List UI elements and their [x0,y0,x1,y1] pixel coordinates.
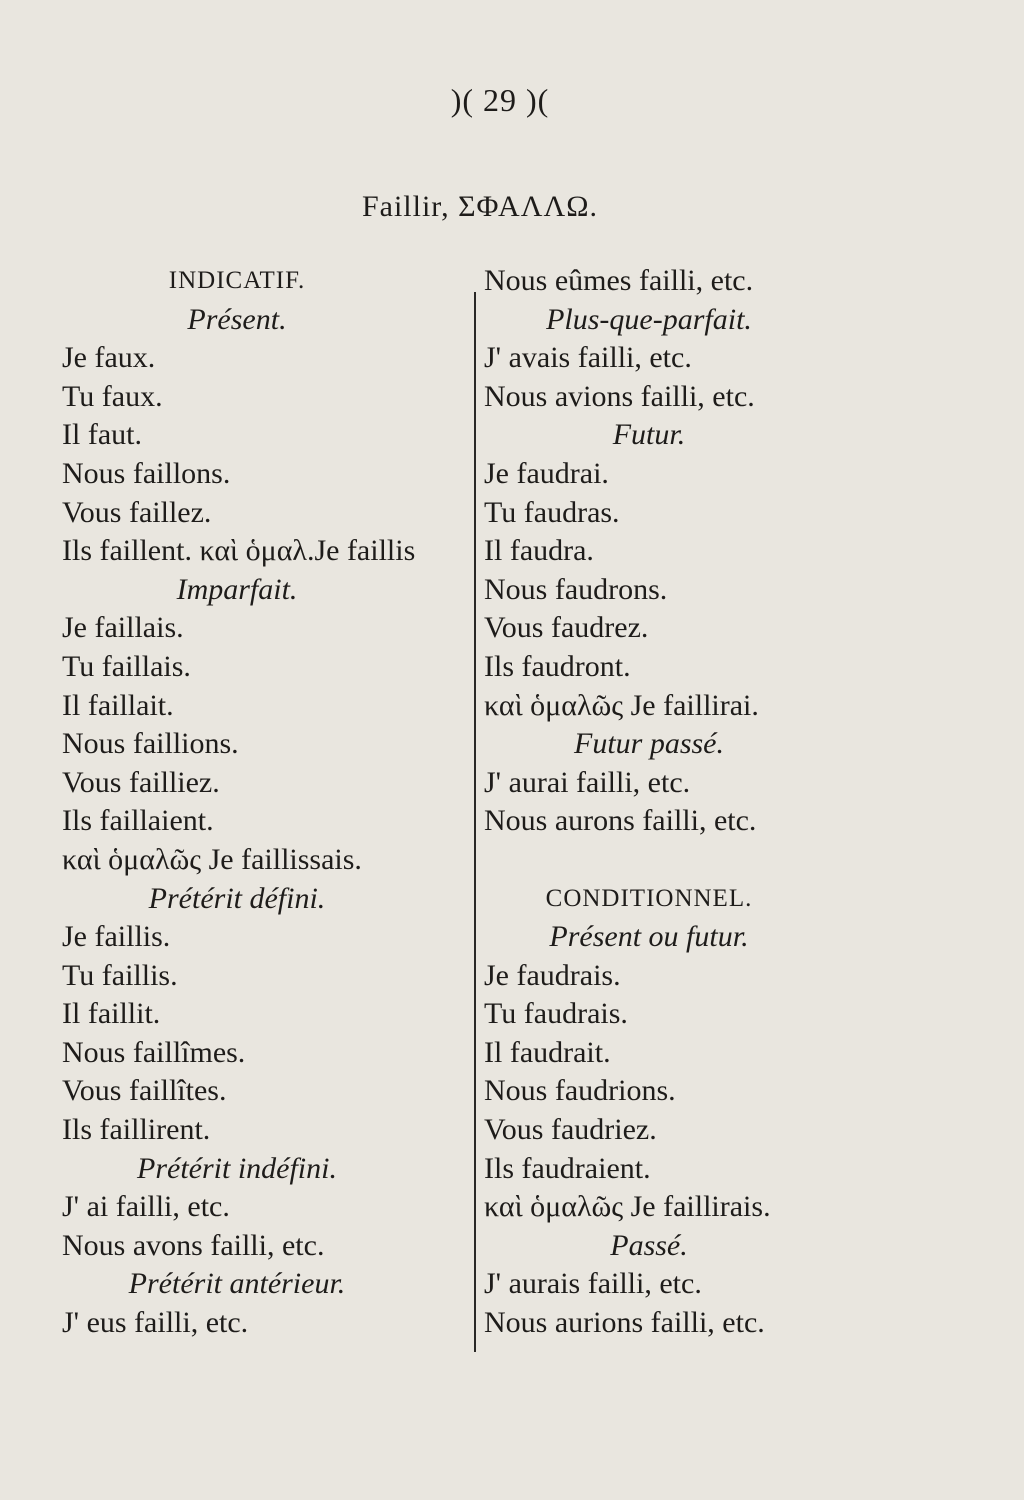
right-conjugation-line: Tu faudrais. [484,997,628,1031]
page-title: Faillir, ΣΦΑΛΛΩ. [361,190,599,223]
right-conjugation-line: Nous faudrons. [484,572,668,606]
left-conjugation-line: Je faux. [62,341,156,375]
right-conjugation-line: Ils faudraient. [484,1151,651,1185]
left-conjugation-line: J' ai failli, etc. [62,1190,230,1224]
right-conjugation-line: καὶ ὁμαλῶς Je faillirai. [484,688,759,722]
right-conjugation-line: καὶ ὁμαλῶς Je faillirais. [484,1190,771,1224]
left-conjugation-line: Ils faillaient. [62,804,214,838]
left-conjugation-line: Nous faillons. [62,456,231,490]
right-conjugation-line: Vous faudrez. [484,611,649,645]
right-conjugation-line: Nous aurions failli, etc. [484,1306,765,1340]
right-conjugation-line: Je faudrais. [484,958,621,992]
left-tense-heading: Prétérit indéfini. [137,1151,337,1185]
right-conjugation-line: J' aurais failli, etc. [484,1267,702,1301]
left-tense-heading: Prétérit défini. [148,881,326,915]
left-conjugation-line: Tu faillais. [62,649,191,683]
right-conjugation-line: Je faudrai. [484,456,609,490]
left-conjugation-line: Ils faillirent. [62,1113,211,1147]
right-tense-heading: Présent ou futur. [549,920,749,954]
right-conjugation-line: Vous faudriez. [484,1113,657,1147]
left-conjugation-line: Vous faillîtes. [62,1074,227,1108]
left-conjugation-line: Il faut. [62,418,142,452]
left-conjugation-line: Nous avons failli, etc. [62,1228,325,1262]
left-conjugation-line: Vous faillez. [62,495,212,529]
left-conjugation-line: Ils faillent. καὶ ὁμαλ.Je faillis [62,534,416,568]
right-conjugation-line: Il faudrait. [484,1035,611,1069]
left-conjugation-line: Nous faillîmes. [62,1035,246,1069]
left-mood-heading: INDICATIF. [168,267,306,294]
column-divider [474,292,476,1352]
left-conjugation-line: Tu faux. [62,379,163,413]
left-conjugation-line: Il faillait. [62,688,174,722]
left-conjugation-line: J' eus failli, etc. [62,1306,249,1340]
left-conjugation-line: Je faillais. [62,611,184,645]
right-conjugation-line: Nous eûmes failli, etc. [484,264,754,297]
page-number: )( 29 )( [450,82,550,118]
right-conjugation-line: Ils faudront. [484,649,631,683]
left-tense-heading: Prétérit antérieur. [128,1267,346,1301]
left-tense-heading: Présent. [187,302,287,336]
left-conjugation-line: Il faillit. [62,997,161,1031]
right-tense-heading: Plus-que-parfait. [546,302,752,336]
right-conjugation-line: Nous avions failli, etc. [484,379,755,413]
right-conjugation-line: Tu faudras. [484,495,620,529]
left-conjugation-line: Vous failliez. [62,765,220,799]
right-tense-heading: Futur passé. [574,727,724,761]
left-conjugation-line: Je faillis. [62,920,171,954]
right-tense-heading: Futur. [612,418,686,452]
left-tense-heading: Imparfait. [176,572,298,606]
right-conjugation-line: J' aurai failli, etc. [484,765,691,799]
right-conjugation-line: Nous aurons failli, etc. [484,804,757,838]
left-conjugation-line: Tu faillis. [62,958,178,992]
right-conjugation-line: Nous faudrions. [484,1074,676,1108]
right-mood-heading: CONDITIONNEL. [545,884,753,912]
right-blank-line [484,841,884,880]
left-conjugation-line: καὶ ὁμαλῶς Je faillissais. [62,842,362,876]
right-column [484,262,884,1343]
right-tense-heading: Passé. [610,1228,688,1262]
left-column [62,262,472,1343]
left-conjugation-line: Nous faillions. [62,727,239,761]
right-conjugation-line: J' avais failli, etc. [484,341,692,375]
right-conjugation-line: Il faudra. [484,534,594,568]
